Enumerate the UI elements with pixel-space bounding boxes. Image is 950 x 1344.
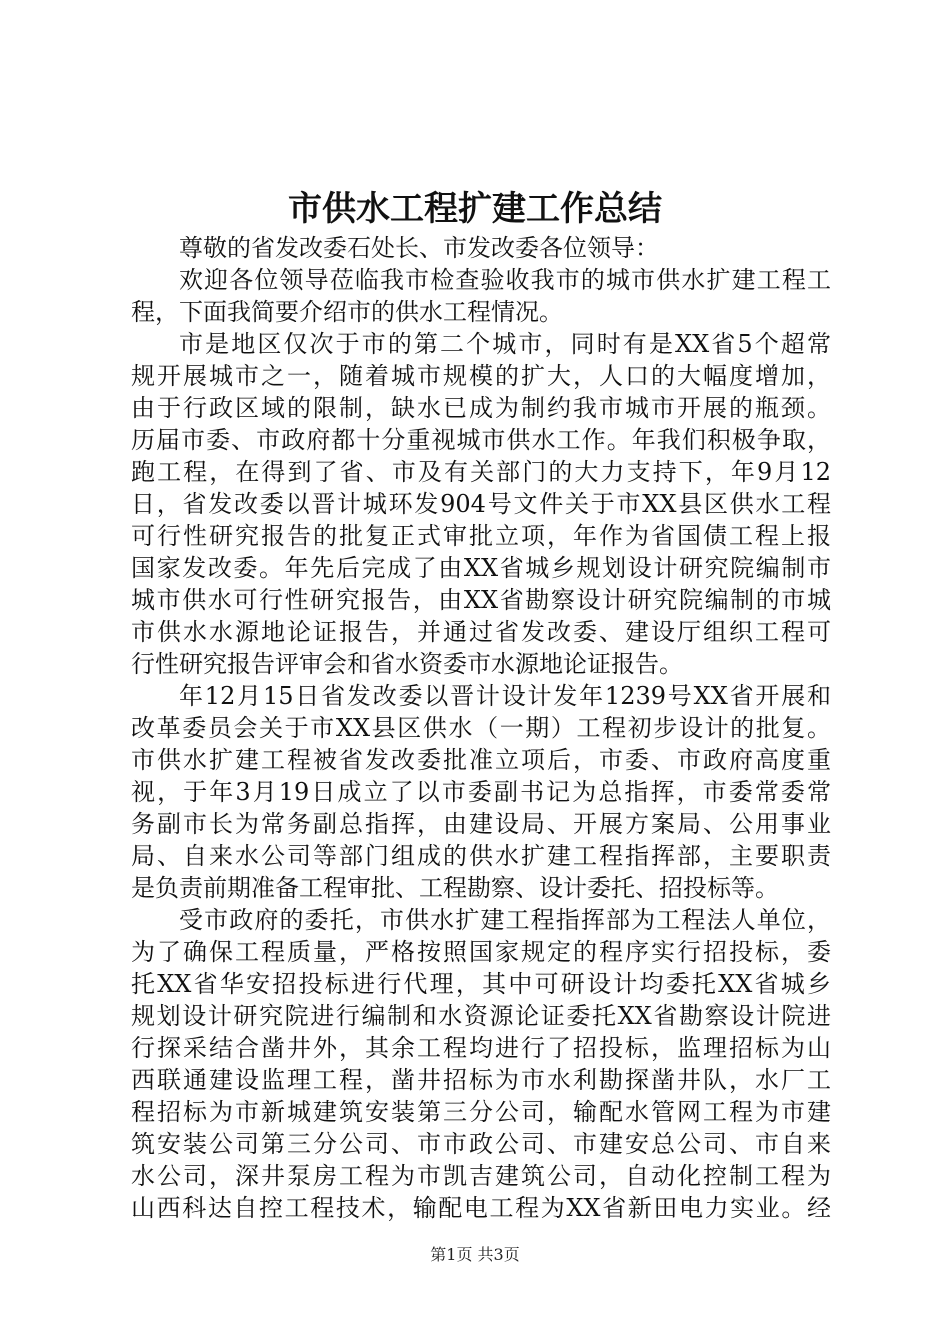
paragraph-line: 城市供水可行性研究报告，由XX省勘察设计研究院编制的市城 <box>131 586 831 614</box>
paragraph-line: 行性研究报告评审会和省水资委市水源地论证报告。 <box>131 650 683 678</box>
paragraph-line: 山西科达自控工程技术，输配电工程为XX省新田电力实业。经 <box>131 1194 831 1222</box>
paragraph-line: 程招标为市新城建筑安装第三分公司，输配水管网工程为市建 <box>131 1098 831 1126</box>
paragraph-line: 务副市长为常务副总指挥，由建设局、开展方案局、公用事业 <box>131 810 831 838</box>
paragraph-line: 跑工程，在得到了省、市及有关部门的大力支持下，年9月12 <box>131 458 831 486</box>
paragraph-line: 规划设计研究院进行编制和水资源论证委托XX省勘察设计院进 <box>131 1002 831 1030</box>
salutation-line: 尊敬的省发改委石处长、市发改委各位领导： <box>179 234 659 262</box>
paragraph-line: 可行性研究报告的批复正式审批立项，年作为省国债工程上报 <box>131 522 831 550</box>
paragraph-line: 历届市委、市政府都十分重视城市供水工作。年我们积极争取， <box>131 426 831 454</box>
paragraph-line: 为了确保工程质量，严格按照国家规定的程序实行招投标，委 <box>131 938 831 966</box>
paragraph-line: 日，省发改委以晋计城环发904号文件关于市XX县区供水工程 <box>131 490 831 518</box>
paragraph-line: 程，下面我简要介绍市的供水工程情况。 <box>131 298 563 326</box>
paragraph-line: 是负责前期准备工程审批、工程勘察、设计委托、招投标等。 <box>131 874 779 902</box>
paragraph-line: 行探采结合凿井外，其余工程均进行了招投标，监理招标为山 <box>131 1034 831 1062</box>
paragraph-line: 筑安装公司第三分公司、市市政公司、市建安总公司、市自来 <box>131 1130 831 1158</box>
document-title: 市供水工程扩建工作总结 <box>288 189 662 229</box>
paragraph-line: 视，于年3月19日成立了以市委副书记为总指挥，市委常委常 <box>131 778 831 806</box>
paragraph-line: 局、自来水公司等部门组成的供水扩建工程指挥部，主要职责 <box>131 842 831 870</box>
paragraph-line: 水公司，深井泵房工程为市凯吉建筑公司，自动化控制工程为 <box>131 1162 831 1190</box>
paragraph-line: 市供水水源地论证报告，并通过省发改委、建设厅组织工程可 <box>131 618 831 646</box>
paragraph-line: 西联通建设监理工程，凿井招标为市水利勘探凿井队，水厂工 <box>131 1066 831 1094</box>
paragraph-line: 市是地区仅次于市的第二个城市，同时有是XX省5个超常 <box>179 330 831 358</box>
page-number-footer: 第1页 共3页 <box>430 1245 520 1264</box>
paragraph-line: 改革委员会关于市XX县区供水（一期）工程初步设计的批复。 <box>131 714 831 742</box>
paragraph-line: 市供水扩建工程被省发改委批准立项后，市委、市政府高度重 <box>131 746 831 774</box>
paragraph-line: 欢迎各位领导莅临我市检查验收我市的城市供水扩建工程工 <box>179 266 831 294</box>
paragraph-line: 由于行政区域的限制，缺水已成为制约我市城市开展的瓶颈。 <box>131 394 831 422</box>
paragraph-line: 年12月15日省发改委以晋计设计发年1239号XX省开展和 <box>179 682 831 710</box>
paragraph-line: 规开展城市之一，随着城市规模的扩大，人口的大幅度增加， <box>131 362 831 390</box>
paragraph-line: 托XX省华安招投标进行代理，其中可研设计均委托XX省城乡 <box>131 970 831 998</box>
document-body <box>131 232 831 1224</box>
paragraph-line: 受市政府的委托，市供水扩建工程指挥部为工程法人单位， <box>179 906 831 934</box>
paragraph-line: 国家发改委。年先后完成了由XX省城乡规划设计研究院编制市 <box>131 554 831 582</box>
